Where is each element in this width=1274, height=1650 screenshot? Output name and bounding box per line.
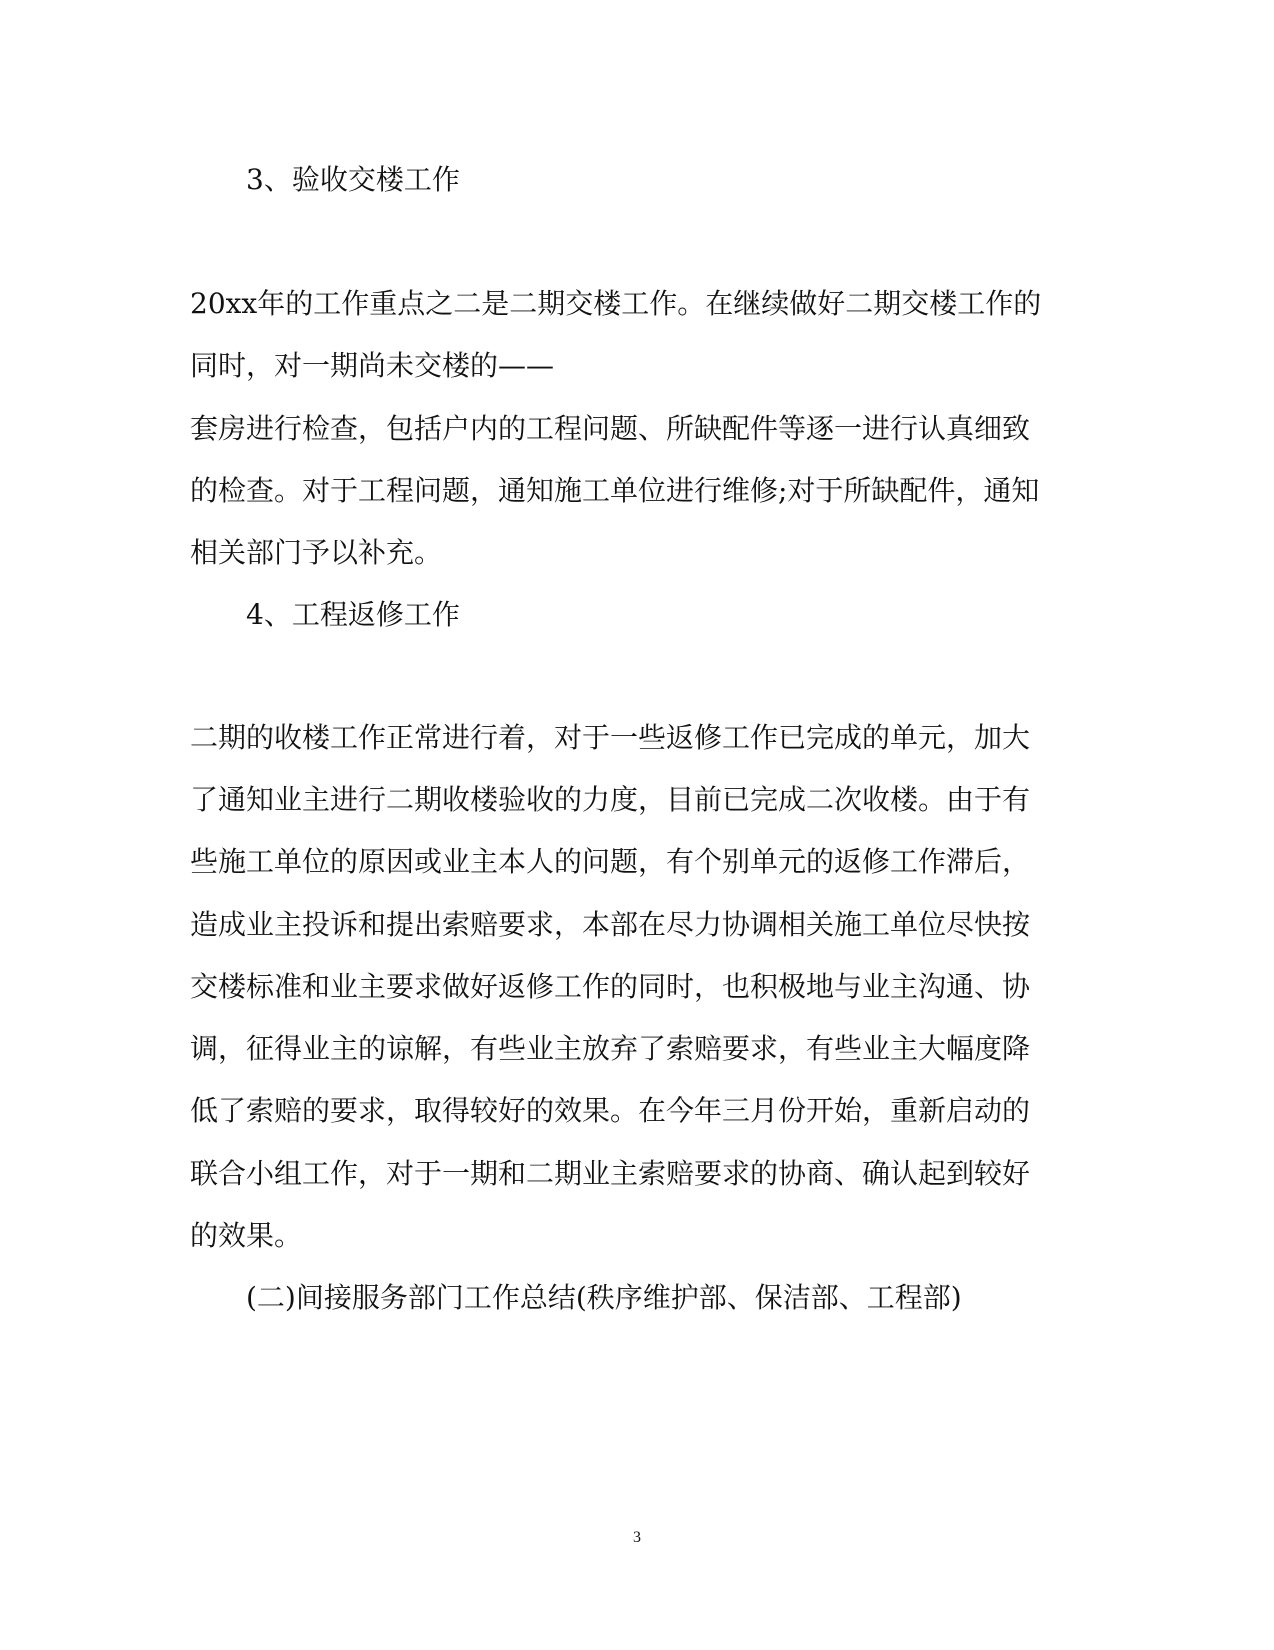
paragraph-line: 套房进行检查，包括户内的工程问题、所缺配件等逐一进行认真细致	[190, 412, 1031, 445]
paragraph-line: 的检查。对于工程问题，通知施工单位进行维修;对于所缺配件，通知	[190, 474, 1040, 507]
paragraph-line: 调，征得业主的谅解，有些业主放弃了索赔要求，有些业主大幅度降	[190, 1032, 1031, 1065]
paragraph-line: 交楼标准和业主要求做好返修工作的同时，也积极地与业主沟通、协	[190, 970, 1031, 1003]
paragraph-line: 20xx年的工作重点之二是二期交楼工作。在继续做好二期交楼工作的	[190, 287, 1042, 320]
paragraph-line: 了通知业主进行二期收楼验收的力度，目前已完成二次收楼。由于有	[190, 783, 1031, 816]
paragraph-line: 低了索赔的要求，取得较好的效果。在今年三月份开始，重新启动的	[190, 1094, 1031, 1127]
paragraph-line: 相关部门予以补充。	[190, 536, 443, 569]
page-number: 3	[633, 1529, 641, 1546]
paragraph-line: 的效果。	[190, 1219, 303, 1252]
section-heading-b: (二)间接服务部门工作总结(秩序维护部、保洁部、工程部)	[246, 1281, 962, 1314]
paragraph-line: 二期的收楼工作正常进行着，对于一些返修工作已完成的单元，加大	[190, 721, 1031, 754]
paragraph-line: 联合小组工作，对于一期和二期业主索赔要求的协商、确认起到较好	[190, 1157, 1031, 1190]
paragraph-line: 同时，对一期尚未交楼的——	[190, 349, 555, 382]
paragraph-line: 造成业主投诉和提出索赔要求，本部在尽力协调相关施工单位尽快按	[190, 908, 1031, 941]
paragraph-line: 些施工单位的原因或业主本人的问题，有个别单元的返修工作滞后，	[190, 845, 1031, 878]
section-heading-3: 3、验收交楼工作	[246, 163, 460, 196]
section-heading-4: 4、工程返修工作	[246, 598, 460, 631]
